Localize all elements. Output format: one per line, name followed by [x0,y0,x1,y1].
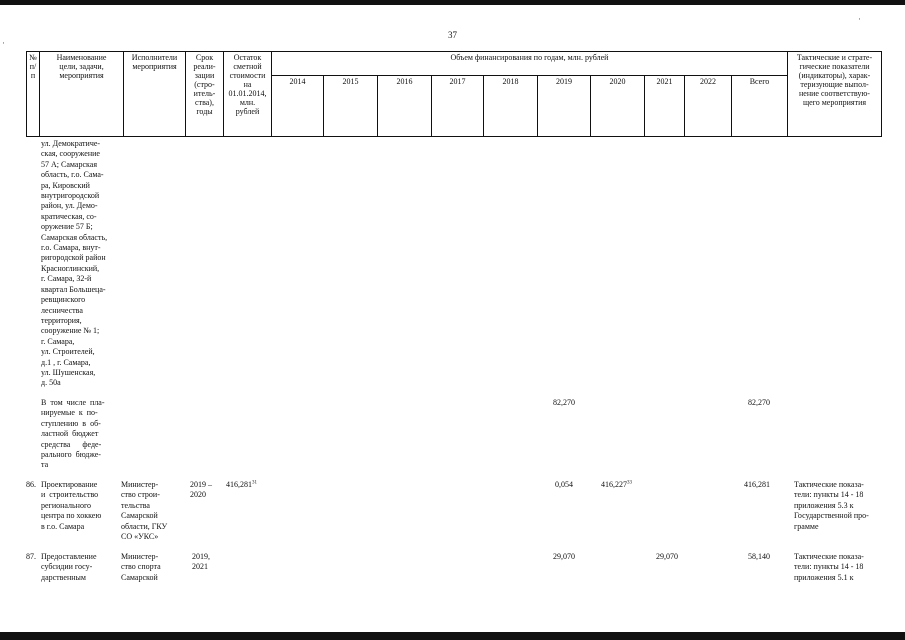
scan-mark: · [2,38,5,48]
header-year: 2017 [432,76,484,137]
row-indicators: Тактические показа- тели: пункты 14 - 18 приложения 5.1 к [794,552,864,582]
row-indicators: Тактические показа- тели: пункты 14 - 18 приложения 5.3 к Государственной про- грамме [794,480,869,531]
row-2021: 29,070 [656,552,678,561]
row-2020: 416,227$^{33}$ [601,480,632,489]
header-table [26,51,882,137]
row-total: 416,281 [744,480,770,489]
header-year-total: Всего [732,76,788,137]
row-2019: 0,054 [555,480,573,489]
footnote-ref[interactable]: 31 [252,480,257,486]
row-name: Предоставление субсидии госу- дарственным [41,552,97,582]
subtotal-2019: 82,270 [553,398,575,407]
row-name: Проектирование и строительство регионального центра по хоккею в г.о. Самара [41,480,102,531]
row-remainder: 416,281$^{31}$ [226,480,257,489]
header-financing: Объем финансирования по годам, млн. рублей [272,52,788,76]
header-indicators: Тактические и страте- гические показатели (индикаторы), харак- теризующие выпол- нение соответствую- щего мероприятия [788,52,882,137]
subtotal-label: В том числе пла- нируемые к по- ступлению в об- ластной бюджет средства феде- рального бюдже- та [41,398,105,470]
header-year: 2019 [538,76,591,137]
header-year: 2018 [484,76,538,137]
scan-mark: · [858,14,861,24]
bottom-border [0,632,905,640]
header-year: 2021 [645,76,685,137]
header-term: Срок реали- зации (стро- итель- ства), годы [186,52,224,137]
footnote-ref[interactable]: 33 [627,480,632,486]
top-border [0,0,905,5]
row-number: 86. [26,480,36,489]
row-executor: Министер- ство спорта Самарской [121,552,161,582]
row-term: 2019, 2021 [192,552,210,572]
subtotal-total: 82,270 [748,398,770,407]
row-number: 87. [26,552,36,561]
continuation-address: ул. Демократиче- ская, сооружение 57 А; Самарская область, г.о. Сама- ра, Кировский внутригородской район, ул. Демо- кратическая, со- оружение 57 Б; Самарская область, г.о. Самара, внут- ригородской район Красноглинский, г. Самара, 32-й квартал Большеца- ревщинского лесничества территория, сооружение № 1; г. Самара, ул. Строителей, д.1 , г. Самара, ул. Шушенская, д. 50а [41,139,108,388]
header-year: 2022 [685,76,732,137]
header-year: 2016 [378,76,432,137]
row-2019: 29,070 [553,552,575,561]
page-number: 37 [448,30,457,40]
header-remainder: Остаток сметной стоимости на 01.01.2014, млн. рублей [224,52,272,137]
header-year: 2015 [324,76,378,137]
header-year: 2014 [272,76,324,137]
row-term: 2019 – 2020 [190,480,212,500]
row-total: 58,140 [748,552,770,561]
header-executor: Исполнители мероприятия [124,52,186,137]
row-executor: Министер- ство строи- тельства Самарской области, ГКУ СО «УКС» [121,480,168,542]
header-num: № п/п [27,52,40,137]
header-name: Наименование цели, задачи, мероприятия [40,52,124,137]
header-year: 2020 [591,76,645,137]
